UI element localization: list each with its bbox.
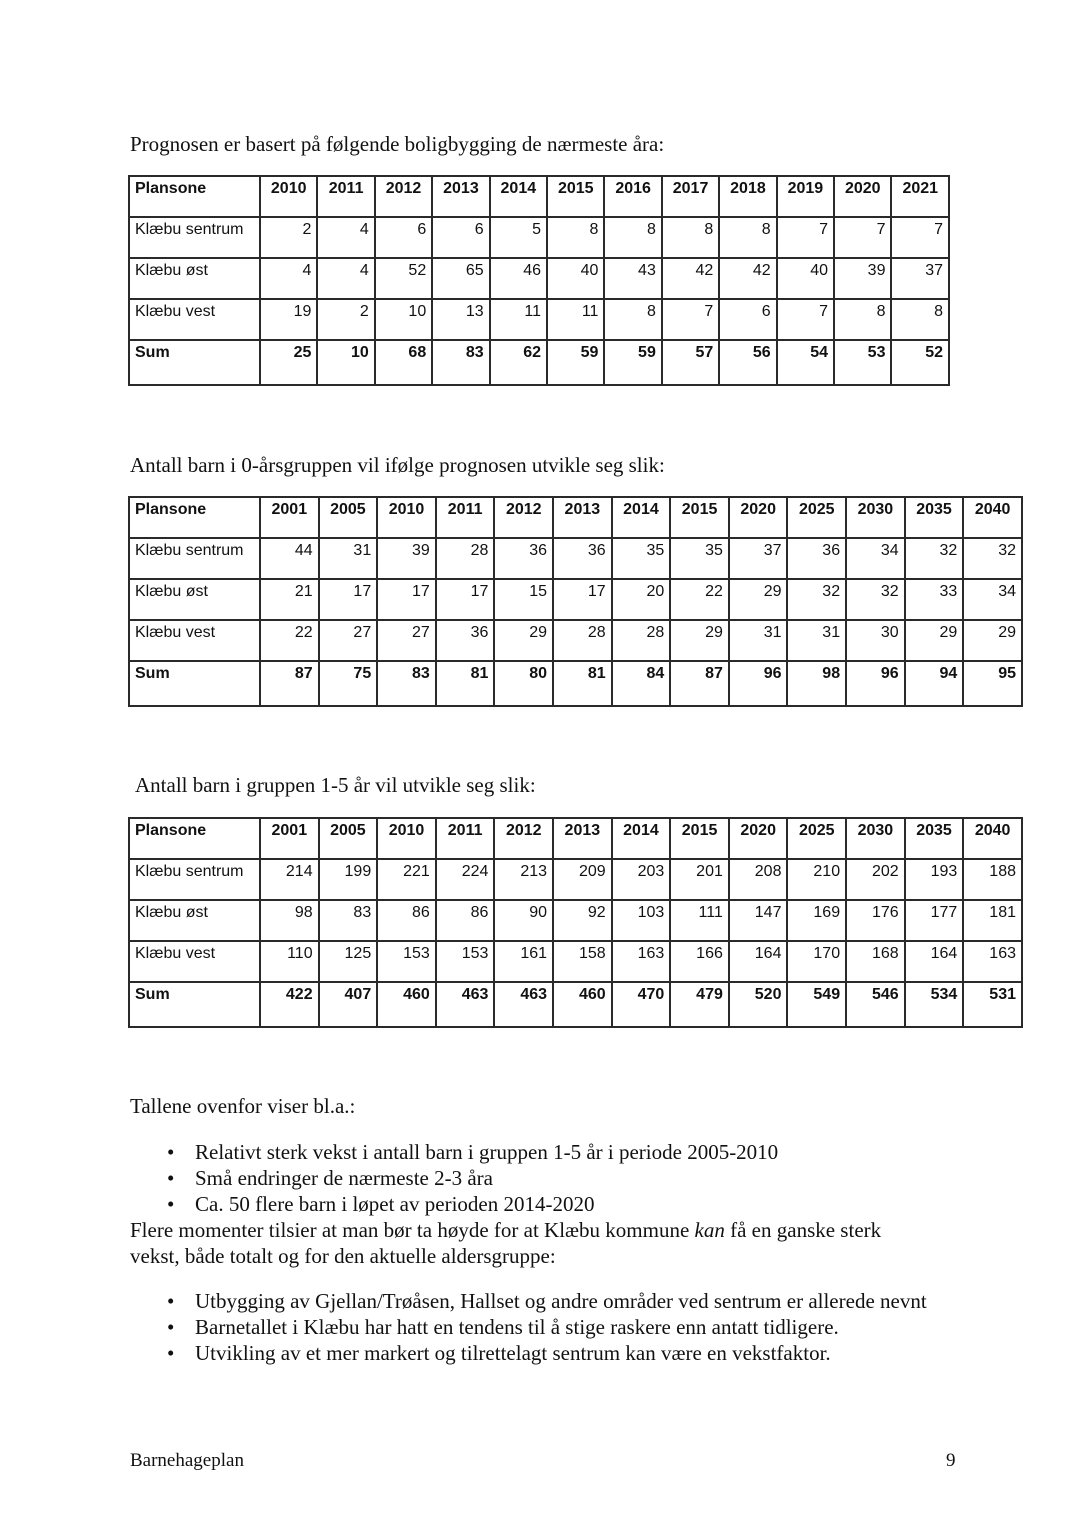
paragraph-emphasis: kan: [694, 1218, 725, 1242]
column-header-year: 2001: [260, 497, 319, 538]
table-cell: 546: [846, 982, 905, 1027]
table-cell: 110: [260, 941, 319, 982]
table-row: [129, 538, 1022, 579]
column-header-year: 2005: [319, 497, 378, 538]
table-row: [129, 299, 949, 340]
table-cell: 213: [494, 859, 553, 900]
table-cell: 17: [436, 579, 495, 620]
table-cell: 22: [260, 620, 319, 661]
column-header-year: 2014: [612, 818, 671, 859]
table-cell: 224: [436, 859, 495, 900]
table-cell: 84: [612, 661, 671, 706]
table-cell: 11: [547, 299, 604, 340]
list-item-text: Utvikling av et mer markert og tilrettelagt sentrum kan være en vekstfaktor.: [195, 1341, 831, 1365]
table-cell: 87: [670, 661, 729, 706]
table-cell: 54: [777, 340, 834, 385]
table-cell: 181: [963, 900, 1022, 941]
table-cell: 4: [260, 258, 317, 299]
table-cell: 86: [436, 900, 495, 941]
table-cell: 147: [729, 900, 788, 941]
table-header-row: [129, 176, 949, 217]
row-label: Klæbu sentrum: [129, 217, 260, 258]
table-cell: 98: [787, 661, 846, 706]
column-header-year: 2035: [905, 818, 964, 859]
table-cell: 520: [729, 982, 788, 1027]
paragraph-text-end: få en ganske sterk vekst, både totalt og for den aktuelle aldersgruppe:: [130, 1218, 882, 1268]
table-cell: 96: [846, 661, 905, 706]
table-cell: 40: [777, 258, 834, 299]
table-cell: 8: [547, 217, 604, 258]
table-cell: 163: [612, 941, 671, 982]
table-cell: 5: [490, 217, 547, 258]
table-cell: 34: [846, 538, 905, 579]
list-item: [130, 1288, 930, 1314]
table-cell: 20: [612, 579, 671, 620]
row-label: Sum: [129, 982, 260, 1027]
column-header-year: 2020: [729, 818, 788, 859]
table-cell: 8: [604, 217, 661, 258]
table-cell: 32: [905, 538, 964, 579]
column-header-year: 2040: [963, 497, 1022, 538]
age0-table-heading: Antall barn i 0-årsgruppen vil ifølge prognosen utvikle seg slik:: [130, 453, 665, 477]
column-header-year: 2030: [846, 497, 905, 538]
table-cell: 28: [436, 538, 495, 579]
table-cell: 96: [729, 661, 788, 706]
table-cell: 549: [787, 982, 846, 1027]
column-header-year: 2013: [432, 176, 489, 217]
column-header-year: 2021: [891, 176, 949, 217]
table-cell: 164: [729, 941, 788, 982]
table-cell: 531: [963, 982, 1022, 1027]
table-cell: 7: [834, 217, 891, 258]
list-item: [130, 1314, 930, 1340]
table-cell: 460: [553, 982, 612, 1027]
table-cell: 59: [547, 340, 604, 385]
table-cell: 33: [905, 579, 964, 620]
table-cell: 31: [319, 538, 378, 579]
table-cell: 8: [662, 217, 719, 258]
table-cell: 52: [375, 258, 432, 299]
table-cell: 35: [670, 538, 729, 579]
column-header-year: 2005: [319, 818, 378, 859]
table-cell: 57: [662, 340, 719, 385]
table-row: [129, 900, 1022, 941]
table-cell: 7: [662, 299, 719, 340]
column-header-year: 2025: [787, 497, 846, 538]
table-cell: 37: [891, 258, 949, 299]
table-cell: 6: [432, 217, 489, 258]
table-cell: 158: [553, 941, 612, 982]
table-header-row: [129, 818, 1022, 859]
table-cell: 81: [553, 661, 612, 706]
table-cell: 92: [553, 900, 612, 941]
table-cell: 53: [834, 340, 891, 385]
table-cell: 8: [604, 299, 661, 340]
table-cell: 188: [963, 859, 1022, 900]
table-cell: 4: [317, 217, 374, 258]
table-cell: 7: [891, 217, 949, 258]
column-header-year: 2012: [375, 176, 432, 217]
list-item-text: Relativt sterk vekst i antall barn i gruppen 1-5 år i periode 2005-2010: [195, 1140, 779, 1164]
table-cell: 470: [612, 982, 671, 1027]
table-cell: 201: [670, 859, 729, 900]
housing-table: [128, 175, 950, 386]
footer-page-number: 9: [946, 1450, 956, 1471]
table-cell: 161: [494, 941, 553, 982]
row-label: Sum: [129, 661, 260, 706]
growth-factor-list: [130, 1288, 930, 1366]
column-header-year: 2017: [662, 176, 719, 217]
table-cell: 27: [319, 620, 378, 661]
table-cell: 202: [846, 859, 905, 900]
column-header-year: 2011: [436, 818, 495, 859]
table-cell: 83: [432, 340, 489, 385]
table-cell: 164: [905, 941, 964, 982]
table-cell: 36: [436, 620, 495, 661]
table-cell: 29: [670, 620, 729, 661]
table-cell: 8: [719, 217, 776, 258]
table-cell: 42: [719, 258, 776, 299]
column-header-year: 2014: [612, 497, 671, 538]
bullet-icon: •: [167, 1192, 175, 1216]
table-cell: 8: [834, 299, 891, 340]
list-item-text: Barnetallet i Klæbu har hatt en tendens til å stige raskere enn antatt tidligere.: [195, 1315, 839, 1339]
table-cell: 103: [612, 900, 671, 941]
table-cell: 86: [377, 900, 436, 941]
row-label: Klæbu øst: [129, 900, 260, 941]
column-header-year: 2010: [377, 818, 436, 859]
table-cell: 43: [604, 258, 661, 299]
list-item: [130, 1340, 930, 1366]
table-cell: 7: [777, 217, 834, 258]
table-cell: 199: [319, 859, 378, 900]
list-item: [130, 1191, 930, 1217]
row-label: Klæbu vest: [129, 299, 260, 340]
row-label: Klæbu vest: [129, 941, 260, 982]
table-cell: 203: [612, 859, 671, 900]
column-header-year: 2025: [787, 818, 846, 859]
table-cell: 32: [846, 579, 905, 620]
table-cell: 10: [375, 299, 432, 340]
table-cell: 59: [604, 340, 661, 385]
column-header-year: 2019: [777, 176, 834, 217]
table-cell: 209: [553, 859, 612, 900]
table-cell: 40: [547, 258, 604, 299]
table-cell: 56: [719, 340, 776, 385]
column-header-year: 2035: [905, 497, 964, 538]
table-cell: 460: [377, 982, 436, 1027]
table-cell: 177: [905, 900, 964, 941]
column-header-year: 2015: [670, 818, 729, 859]
table-cell: 83: [377, 661, 436, 706]
table-cell: 37: [729, 538, 788, 579]
table-cell: 36: [787, 538, 846, 579]
table-cell: 28: [553, 620, 612, 661]
table-cell: 463: [436, 982, 495, 1027]
row-label: Klæbu øst: [129, 579, 260, 620]
list-item-text: Ca. 50 flere barn i løpet av perioden 2014-2020: [195, 1192, 595, 1216]
table-cell: 193: [905, 859, 964, 900]
list-item: [130, 1139, 930, 1165]
column-header-year: 2014: [490, 176, 547, 217]
table-cell: 170: [787, 941, 846, 982]
column-header-plansone: Plansone: [129, 818, 260, 859]
list-item-text: Små endringer de nærmeste 2-3 åra: [195, 1166, 493, 1190]
table-cell: 208: [729, 859, 788, 900]
column-header-year: 2001: [260, 818, 319, 859]
row-label: Klæbu sentrum: [129, 859, 260, 900]
table-cell: 25: [260, 340, 317, 385]
table-cell: 10: [317, 340, 374, 385]
sum-row: [129, 340, 949, 385]
bullet-icon: •: [167, 1315, 175, 1339]
column-header-year: 2040: [963, 818, 1022, 859]
table-cell: 210: [787, 859, 846, 900]
table-cell: 52: [891, 340, 949, 385]
list-item-text: Utbygging av Gjellan/Trøåsen, Hallset og andre områder ved sentrum er allerede nevnt: [195, 1289, 927, 1313]
column-header-year: 2015: [547, 176, 604, 217]
table-cell: 422: [260, 982, 319, 1027]
table-cell: 29: [905, 620, 964, 661]
table-cell: 65: [432, 258, 489, 299]
age1-5-table: [128, 817, 1023, 1028]
column-header-year: 2010: [377, 497, 436, 538]
row-label: Klæbu sentrum: [129, 538, 260, 579]
table-cell: 153: [377, 941, 436, 982]
table-cell: 2: [260, 217, 317, 258]
table-cell: 95: [963, 661, 1022, 706]
table-cell: 111: [670, 900, 729, 941]
table-cell: 80: [494, 661, 553, 706]
table-cell: 83: [319, 900, 378, 941]
column-header-year: 2011: [317, 176, 374, 217]
table-cell: 39: [377, 538, 436, 579]
table-cell: 35: [612, 538, 671, 579]
summary-intro: Tallene ovenfor viser bl.a.:: [130, 1094, 356, 1118]
table-cell: 6: [719, 299, 776, 340]
column-header-year: 2030: [846, 818, 905, 859]
table-cell: 29: [494, 620, 553, 661]
table-cell: 36: [494, 538, 553, 579]
column-header-year: 2013: [553, 497, 612, 538]
table-cell: 125: [319, 941, 378, 982]
table-cell: 221: [377, 859, 436, 900]
bullet-icon: •: [167, 1166, 175, 1190]
table-cell: 7: [777, 299, 834, 340]
column-header-year: 2013: [553, 818, 612, 859]
table-cell: 94: [905, 661, 964, 706]
table-cell: 30: [846, 620, 905, 661]
table-cell: 166: [670, 941, 729, 982]
paragraph-text: Flere momenter tilsier at man bør ta høyde for at Klæbu kommune: [130, 1218, 695, 1242]
footer-document-title: Barnehageplan: [130, 1450, 244, 1471]
table-row: [129, 941, 1022, 982]
row-label: Sum: [129, 340, 260, 385]
column-header-year: 2012: [494, 497, 553, 538]
table-row: [129, 620, 1022, 661]
table-cell: 34: [963, 579, 1022, 620]
table-cell: 68: [375, 340, 432, 385]
table-cell: 31: [729, 620, 788, 661]
table-cell: 32: [963, 538, 1022, 579]
age0-table: [128, 496, 1023, 707]
row-label: Klæbu vest: [129, 620, 260, 661]
table-cell: 153: [436, 941, 495, 982]
table-cell: 479: [670, 982, 729, 1027]
table-cell: 13: [432, 299, 489, 340]
growth-paragraph: [130, 1217, 930, 1269]
table-cell: 163: [963, 941, 1022, 982]
table-cell: 6: [375, 217, 432, 258]
table-row: [129, 258, 949, 299]
table-cell: 176: [846, 900, 905, 941]
table-cell: 22: [670, 579, 729, 620]
row-label: Klæbu øst: [129, 258, 260, 299]
sum-row: [129, 982, 1022, 1027]
table-cell: 169: [787, 900, 846, 941]
column-header-year: 2012: [494, 818, 553, 859]
column-header-plansone: Plansone: [129, 176, 260, 217]
table-cell: 21: [260, 579, 319, 620]
table-cell: 28: [612, 620, 671, 661]
table-cell: 42: [662, 258, 719, 299]
table-cell: 463: [494, 982, 553, 1027]
column-header-year: 2015: [670, 497, 729, 538]
table-cell: 2: [317, 299, 374, 340]
table-cell: 17: [553, 579, 612, 620]
sum-row: [129, 661, 1022, 706]
column-header-year: 2011: [436, 497, 495, 538]
bullet-icon: •: [167, 1289, 175, 1313]
column-header-year: 2018: [719, 176, 776, 217]
table-cell: 75: [319, 661, 378, 706]
table-row: [129, 217, 949, 258]
table-cell: 32: [787, 579, 846, 620]
column-header-plansone: Plansone: [129, 497, 260, 538]
table-cell: 214: [260, 859, 319, 900]
table-row: [129, 579, 1022, 620]
table-cell: 46: [490, 258, 547, 299]
table-cell: 62: [490, 340, 547, 385]
column-header-year: 2016: [604, 176, 661, 217]
table-cell: 90: [494, 900, 553, 941]
bullet-icon: •: [167, 1140, 175, 1164]
list-item: [130, 1165, 930, 1191]
housing-table-heading: Prognosen er basert på følgende boligbygging de nærmeste åra:: [130, 132, 665, 156]
table-cell: 27: [377, 620, 436, 661]
table-cell: 87: [260, 661, 319, 706]
table-row: [129, 859, 1022, 900]
table-cell: 19: [260, 299, 317, 340]
table-cell: 534: [905, 982, 964, 1027]
table-cell: 81: [436, 661, 495, 706]
table-cell: 29: [729, 579, 788, 620]
table-cell: 17: [377, 579, 436, 620]
table-cell: 29: [963, 620, 1022, 661]
column-header-year: 2020: [729, 497, 788, 538]
bullet-icon: •: [167, 1341, 175, 1365]
table-cell: 8: [891, 299, 949, 340]
table-cell: 39: [834, 258, 891, 299]
table-cell: 44: [260, 538, 319, 579]
table-cell: 36: [553, 538, 612, 579]
table-cell: 168: [846, 941, 905, 982]
table-cell: 11: [490, 299, 547, 340]
column-header-year: 2020: [834, 176, 891, 217]
table-cell: 98: [260, 900, 319, 941]
table-cell: 4: [317, 258, 374, 299]
age1-5-table-heading: Antall barn i gruppen 1-5 år vil utvikle seg slik:: [135, 773, 536, 797]
table-cell: 15: [494, 579, 553, 620]
table-cell: 17: [319, 579, 378, 620]
table-header-row: [129, 497, 1022, 538]
table-cell: 31: [787, 620, 846, 661]
column-header-year: 2010: [260, 176, 317, 217]
summary-bullet-list: [130, 1139, 930, 1217]
table-cell: 407: [319, 982, 378, 1027]
